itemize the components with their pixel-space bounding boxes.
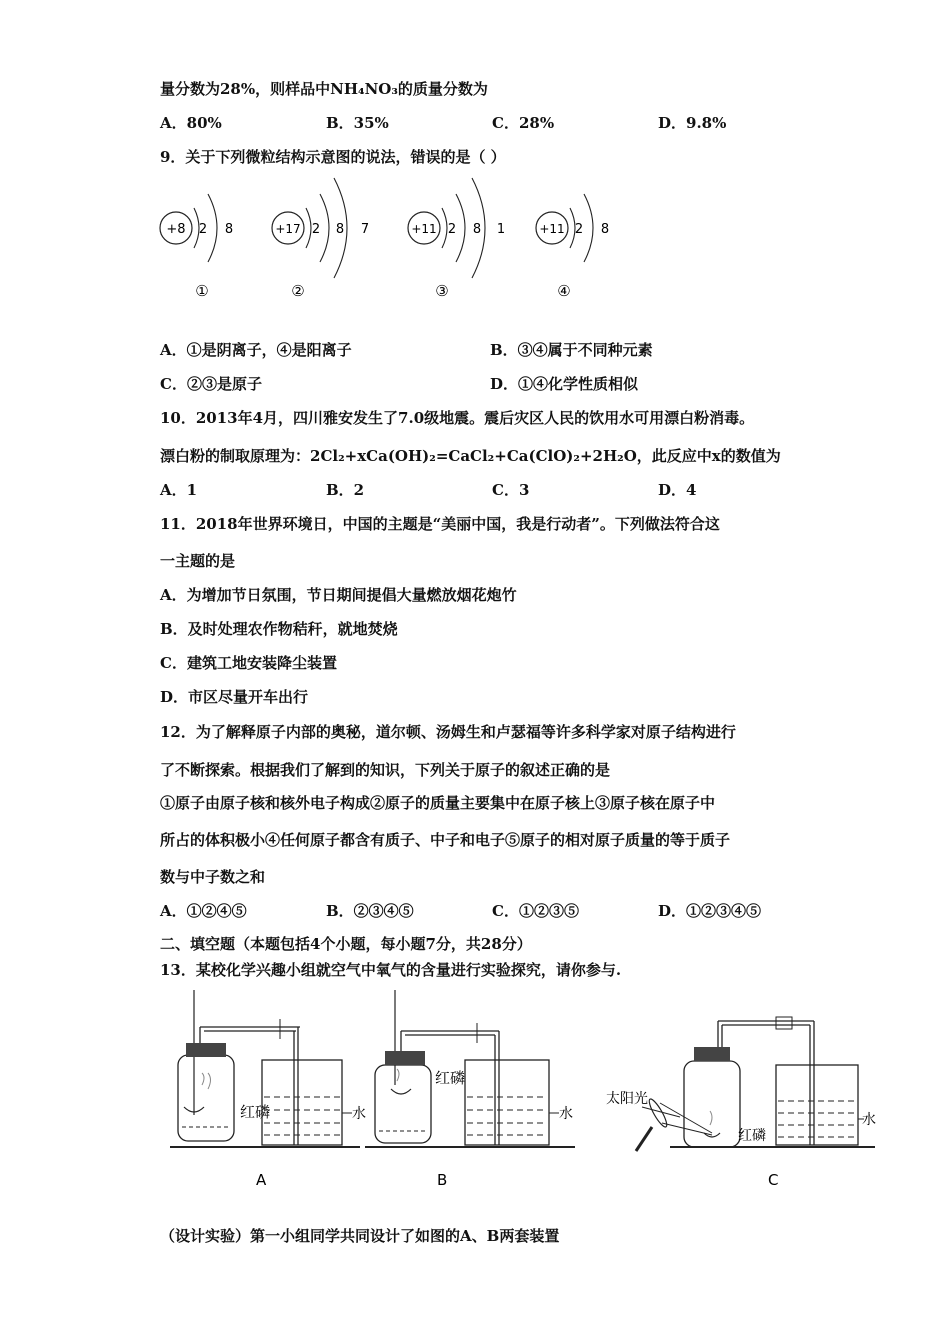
q12-statements-2: 所占的体积极小④任何原子都含有质子、中子和电子⑤原子的相对原子质量的等于质子 [160,831,731,849]
atom-2-nucleus: +17 [275,222,301,236]
atom-4-shell-1: 2 [574,222,584,237]
apparatus-b-water: 水 [559,1106,573,1122]
q11-option-d: D．市区尽量开车出行 [160,688,309,706]
apparatus-c-water: 水 [862,1112,876,1128]
q12-option-d: D．①②③④⑤ [658,902,762,920]
atom-1-shell-1: 2 [198,222,208,237]
q12-option-b: B．②③④⑤ [326,902,414,920]
q8-option-d: D．9.8% [658,114,727,132]
q10-option-b: B．2 [326,481,365,499]
atom-2-shell-1: 2 [311,222,321,237]
q8-option-a: A．80% [160,114,222,132]
q8-options [160,112,860,132]
atom-1-shell-2: 8 [224,222,234,237]
section-2-heading: 二、填空题（本题包括4个小题，每小题7分，共28分） [160,935,532,953]
apparatus-c [600,985,880,1195]
q9-option-a: A．①是阴离子，④是阳离子 [160,341,352,359]
atom-3-shell-2: 8 [472,222,482,237]
q8-option-b: B．35% [326,114,389,132]
q12-option-c: C．①②③⑤ [492,902,579,920]
atom-3-shell-1: 2 [447,222,457,237]
apparatus-b [365,985,580,1195]
q9-stem: 9．关于下列微粒结构示意图的说法，错误的是（ ） [160,148,506,166]
q9-option-b: B．③④属于不同种元素 [490,341,653,359]
apparatus-a-water: 水 [352,1106,366,1122]
q10-options [160,479,860,499]
apparatus-a-phosphorus-1: 红磷 [240,1103,271,1121]
atom-3-shell-3: 1 [496,222,506,237]
atom-2-shell-3: 7 [360,222,370,237]
q8-stem-tail: 量分数为28%，则样品中NH₄NO₃的质量分数为 [160,80,488,98]
q12-statements-1: ①原子由原子核和核外电子构成②原子的质量主要集中在原子核上③原子核在原子中 [160,794,716,812]
apparatus-b-label: B [437,1171,448,1189]
q10-stem-1: 10．2013年4月，四川雅安发生了7.0级地震。震后灾区人民的饮用水可用漂白粉消毒。 [160,409,755,427]
atom-diagram-4 [532,170,702,310]
q10-stem-2: 漂白粉的制取原理为：2Cl₂+xCa(OH)₂=CaCl₂+Ca(ClO)₂+2H₂O，此反应中x的数值为 [160,447,781,465]
q12-option-a: A．①②④⑤ [160,902,247,920]
q12-stem-1: 12．为了解释原子内部的奥秘，道尔顿、汤姆生和卢瑟福等许多科学家对原子结构进行 [160,723,736,741]
apparatus-a-label: A [256,1171,267,1189]
q11-option-a: A．为增加节日氛围，节日期间提倡大量燃放烟花炮竹 [160,586,517,604]
q11-option-c: C．建筑工地安装降尘装置 [160,654,337,672]
q8-option-c: C．28% [492,114,555,132]
q10-option-a: A．1 [160,481,198,499]
atom-4-label: ④ [557,282,571,300]
apparatus-c-phosphorus: 红磷 [738,1128,766,1144]
q12-statements-3: 数与中子数之和 [160,868,266,886]
atom-3-nucleus: +11 [411,222,437,236]
q9-option-c: C．②③是原子 [160,375,262,393]
apparatus-a [160,985,370,1195]
q11-stem-1: 11．2018年世界环境日，中国的主题是“美丽中国，我是行动者”。下列做法符合这 [160,515,720,533]
atom-4-shell-2: 8 [600,222,610,237]
q13-stem: 13．某校化学兴趣小组就空气中氧气的含量进行实验探究，请你参与. [160,961,622,979]
q10-option-d: D．4 [658,481,697,499]
apparatus-c-sunlight: 太阳光 [606,1091,648,1107]
atom-4-nucleus: +11 [539,222,565,236]
q9-options-row2 [160,373,860,393]
atom-2-label: ② [291,282,305,300]
atom-1-label: ① [195,282,209,300]
q12-options [160,900,860,920]
atom-2-shell-2: 8 [335,222,345,237]
q10-option-c: C．3 [492,481,530,499]
atom-3-label: ③ [435,282,449,300]
apparatus-b-phosphorus-1: 红磷 [435,1069,466,1087]
design-experiment-text: （设计实验）第一小组同学共同设计了如图的A、B两套装置 [160,1227,560,1245]
q9-option-d: D．①④化学性质相似 [490,375,639,393]
atom-1-nucleus: +8 [166,222,186,237]
q9-options-row1 [160,339,860,359]
apparatus-c-label: C [768,1171,779,1189]
q11-stem-2: 一主题的是 [160,552,236,570]
q12-stem-2: 了不断探索。根据我们了解到的知识，下列关于原子的叙述正确的是 [160,761,611,779]
q11-option-b: B．及时处理农作物秸秆，就地焚烧 [160,620,398,638]
